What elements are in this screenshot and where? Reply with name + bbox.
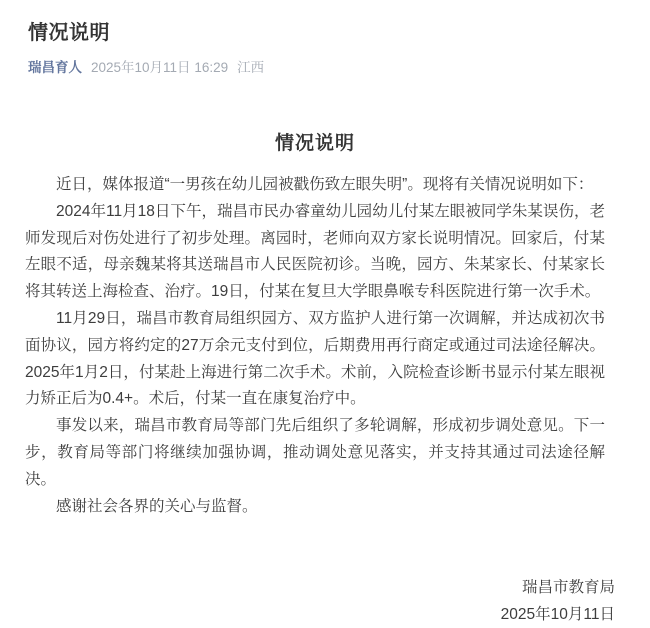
- signature-org: 瑞昌市教育局: [521, 579, 615, 597]
- post-location: 江西: [237, 60, 265, 75]
- author-link[interactable]: 瑞昌育人: [28, 60, 82, 75]
- statement-paragraph-2: 2024年11月18日下午，瑞昌市民办睿童幼儿园幼儿付某左眼被同学朱某误伤，老师发现后对伤处进行了初步处理。离园时，老师向双方家长说明情况。回家后，付某左眼不适，母亲魏某将其送瑞昌市人民医院初诊。当晚，园方、朱某家长、付某家长将其转送上海检查、治疗。19日，付某在复旦大学眼鼻喉专科医院进行第一次手术。: [25, 202, 605, 301]
- post-header: [0, 0, 650, 76]
- statement-paragraph-4: 事发以来，瑞昌市教育局等部门先后组织了多轮调解，形成初步调处意见。下一步，教育局等部门将继续加强协调，推动调处意见落实，并支持其通过司法途径解决。: [25, 417, 605, 488]
- post-timestamp: 2025年10月11日 16:29: [91, 60, 229, 75]
- signature-date: 2025年10月11日: [500, 606, 615, 624]
- statement-title: 情况说明: [274, 133, 355, 154]
- statement-paragraph-3: 11月29日，瑞昌市教育局组织园方、双方监护人进行第一次调解，并达成初次书面协议，园方将约定的27万余元支付到位，后期费用再行商定或通过司法途径解决。2025年1月2日，付某赴上海进行第二次手术。术前，入院检查诊断书显示付某左眼视力矫正后为0.4+。术后，付某一直在康复治疗中。: [25, 309, 605, 408]
- signature-block: [25, 574, 615, 628]
- statement-paragraph-1: 近日，媒体报道“一男孩在幼儿园被戳伤致左眼失明”。现将有关情况说明如下：: [56, 176, 594, 193]
- statement-paragraph-5: 感谢社会各界的关心与监督。: [56, 497, 258, 515]
- post-title: 情况说明: [28, 22, 110, 44]
- byline: [28, 56, 622, 76]
- statement-document: [0, 76, 650, 628]
